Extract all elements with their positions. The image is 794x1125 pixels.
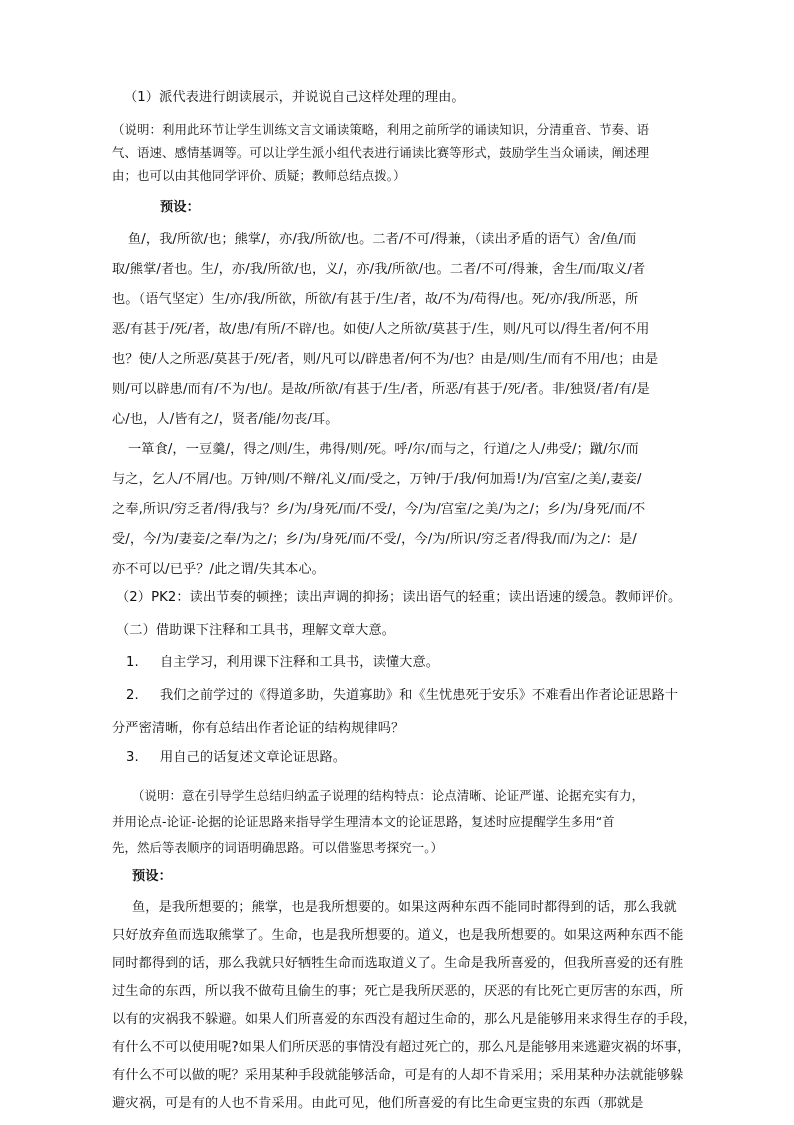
text-line-18: [116, 588, 681, 608]
line-text: （1）派代表进行朗读展示，并说说自己这样处理的理由。: [124, 90, 465, 105]
line-text: 与之，乞人/不屑/也。万钟/则/不辩/礼义/而/受之，万钟/于/我/何加焉!/为/宫室/之美/,妻妾/: [112, 472, 642, 487]
text-line-23: [126, 748, 346, 768]
text-line-12: [112, 410, 339, 430]
line-text: 只好放弃鱼而选取熊掌了。生命，也是我所想要的。道义，也是我所想要的。如果这两种东西不能: [112, 928, 684, 943]
text-line-2: [112, 120, 649, 140]
line-text: 预设：: [132, 869, 172, 884]
line-text: （2）PK2：读出节奏的顿挫；读出声调的抑扬；读出语气的轻重；读出语速的缓急。教师评价。: [116, 590, 682, 605]
text-line-15: [112, 500, 645, 520]
text-line-14: [112, 470, 642, 490]
list-number: 1.: [126, 655, 139, 670]
line-text: 过生命的东西，所以我不做苟且偷生的事；死亡是我所厌恶的，厌恶的有比死亡更厉害的东西，所: [112, 984, 684, 999]
text-line-11: [112, 380, 650, 400]
text-line-17: [112, 560, 325, 580]
line-text: 鱼/，我/所欲/也；熊掌/，亦/我/所欲/也。二者/不可/得兼，（读出矛盾的语气）舍/鱼/而: [128, 232, 637, 247]
line-text: 之奉,所识/穷乏者/得/我与？乡/为/身死/而/不受/，今/为/宫室/之美/为之/；乡/为/身死/而/不: [112, 502, 646, 517]
text-line-4: [112, 166, 406, 186]
line-text: 先，然后等表顺序的词语明确思路。可以借鉴思考探究一。）: [112, 840, 444, 855]
line-text: 避灾祸，可是有的人也不肯采用。由此可见，他们所喜爱的有比生命更宝贵的东西（那就是: [112, 1096, 644, 1111]
line-text: 受/，今/为/妻妾/之奉/为之/；乡/为/身死/而/不受/，今/为/所识/穷乏者/得我/而/为之/：是/: [112, 532, 637, 547]
text-line-8: [112, 290, 638, 310]
text-line-24: [132, 786, 644, 806]
line-text: 预设：: [160, 200, 200, 215]
line-text: 一箪食/，一豆羹/，得之/则/生，弗得/则/死。呼/尔/而与之，行道/之人/弗受/；蹴/尔/而: [128, 442, 639, 457]
line-text: 由；也可以由其他同学评价、质疑；教师总结点拨。）: [112, 168, 406, 183]
text-line-29: [112, 926, 683, 946]
line-text: （说明：利用此环节让学生训练文言文诵读策略，利用之前所学的诵读知识，分清重音、节奏、语: [112, 122, 650, 137]
list-number: 3.: [126, 750, 139, 765]
text-line-5: [160, 198, 200, 218]
text-line-21: [126, 686, 678, 706]
line-text: 分严密清晰，你有总结出作者论证的结构规律吗？: [112, 721, 405, 736]
line-text: 有什么不可以使用呢?如果人们所厌恶的事情没有超过死亡的，那么凡是能够用来逃避灾祸的坏事，: [112, 1040, 691, 1055]
line-text: 有什么不可以做的呢？采用某种手段就能够活命，可是有的人却不肯采用；采用某种办法就能够躲: [112, 1068, 684, 1083]
text-line-34: [112, 1066, 683, 1086]
text-line-32: [112, 1010, 697, 1030]
text-line-7: [112, 260, 645, 280]
text-line-31: [112, 982, 683, 1002]
text-line-22: [112, 719, 404, 739]
line-text: 亦不可以/已乎？/此之谓/失其本心。: [112, 562, 325, 577]
text-line-9: [112, 320, 649, 340]
line-text: 用自己的话复述文章论证思路。: [160, 750, 347, 765]
line-text: 则/可以辟患/而有/不为/也/。是故/所欲/有甚于/生/者，所恶/有甚于/死/者。非/独贤/者/有/是: [112, 382, 650, 397]
text-line-20: [126, 653, 439, 673]
line-text: 并用论点-论证-论据的论证思路来指导学生理清本文的论证思路，复述时应提醒学生多用“首: [112, 814, 615, 829]
line-text: 鱼，是我所想要的；熊掌，也是我所想要的。如果这两种东西不能同时都得到的话，那么我就: [132, 900, 677, 915]
line-text: （二）借助课下注释和工具书，理解文章大意。: [116, 623, 396, 638]
text-line-10: [112, 350, 658, 370]
text-line-13: [128, 440, 639, 460]
line-text: 取/熊掌/者也。生/，亦/我/所欲/也，义/，亦/我/所欲/也。二者/不可/得兼，舍生/而/取义/者: [112, 262, 646, 277]
text-line-1: [124, 88, 465, 108]
line-text: 同时都得到的话，那么我就只好牺牲生命而选取道义了。生命是我所喜爱的，但我所喜爱的还有胜: [112, 956, 684, 971]
text-line-26: [112, 838, 443, 858]
text-line-3: [112, 143, 649, 163]
text-line-33: [112, 1038, 690, 1058]
text-line-6: [128, 230, 636, 250]
line-text: 自主学习，利用课下注释和工具书，读懂大意。: [160, 655, 440, 670]
line-text: （说明：意在引导学生总结归纳孟子说理的结构特点：论点清晰、论证严谨、论据充实有力，: [132, 788, 645, 803]
line-text: 心/也，人/皆有之/，贤者/能/勿丧/耳。: [112, 412, 339, 427]
line-text: 气、语速、感情基调等。可以让学生派小组代表进行诵读比赛等形式，鼓励学生当众诵读，阐述理: [112, 145, 650, 160]
text-line-30: [112, 954, 683, 974]
text-line-35: [112, 1094, 644, 1114]
text-line-27: [132, 867, 172, 887]
list-number: 2.: [126, 688, 139, 703]
text-line-25: [112, 812, 615, 832]
text-line-28: [132, 898, 677, 918]
line-text: 以有的灾祸我不躲避。如果人们所喜爱的东西没有超过生命的，那么凡是能够用来求得生存的手段，: [112, 1012, 697, 1027]
text-line-16: [112, 530, 637, 550]
line-text: 也。（语气坚定）生/亦/我/所欲，所欲/有甚于/生/者，故/不为/苟得/也。死/亦/我/所恶，所: [112, 292, 639, 307]
text-line-19: [116, 621, 395, 641]
line-text: 恶/有甚于/死/者，故/患/有所/不辟/也。如使/人之所欲/莫甚于/生，则/凡可以/得生者/何不用: [112, 322, 650, 337]
line-text: 我们之前学过的《得道多助，失道寡助》和《生忧患死于安乐》不难看出作者论证思路十: [160, 688, 679, 703]
line-text: 也？使/人之所恶/莫甚于/死/者，则/凡可以/辟患者/何不为/也？由是/则/生/而有不用/也；由是: [112, 352, 659, 367]
